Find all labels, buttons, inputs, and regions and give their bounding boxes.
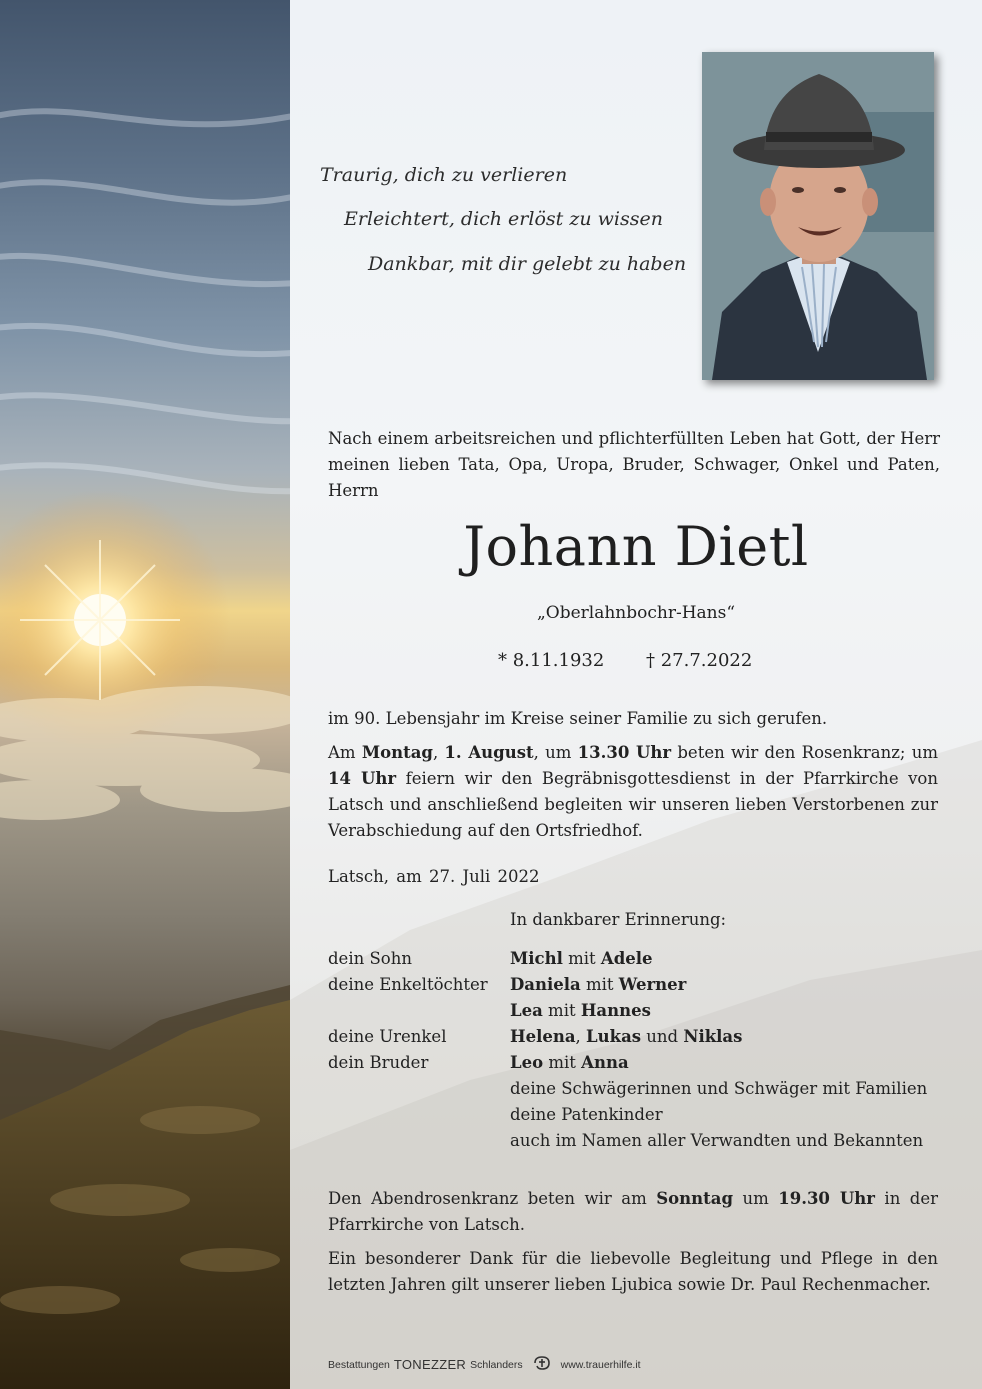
footer (328, 1356, 641, 1373)
mourner-relation (328, 1076, 510, 1102)
portrait-photo (702, 52, 934, 380)
footer-brand: TONEZZER (393, 1357, 467, 1372)
footer-prefix: Bestattungen (328, 1358, 390, 1371)
mourner-relation: dein Bruder (328, 1053, 429, 1072)
mourner-row (328, 972, 948, 998)
mourner-names: Michl mit Adele (510, 949, 653, 968)
birth-date: * 8.11.1932 (498, 650, 605, 671)
memory-heading: In dankbarer Erinnerung: (510, 910, 727, 929)
thanks-text: Ein besonderer Dank für die liebevolle Begleitung und Pflege in den letzten Jahren gilt unserer lieben Ljubica sowie Dr. Paul Rechenmacher. (328, 1249, 938, 1294)
mourner-row (328, 1050, 948, 1076)
verse-line-1: Traurig, dich zu verlieren (320, 164, 568, 186)
deceased-nickname: „Oberlahnbochr-Hans“ (536, 603, 736, 623)
side-landscape-image (0, 0, 290, 1389)
mourner-row (328, 1076, 948, 1102)
age-line: im 90. Lebensjahr im Kreise seiner Familie zu sich gerufen. (328, 709, 828, 728)
mourner-names: auch im Namen aller Verwandten und Bekannten (510, 1131, 924, 1150)
mourner-row (328, 1102, 948, 1128)
mourner-names: deine Schwägerinnen und Schwäger mit Familien (510, 1079, 928, 1098)
mourner-names: Helena, Lukas und Niklas (510, 1027, 743, 1046)
mourner-relation (328, 1102, 510, 1128)
verse-line-3: Dankbar, mit dir gelebt zu haben (368, 253, 687, 275)
verse-line-2: Erleichtert, dich erlöst zu wissen (344, 208, 663, 230)
mourner-names: Leo mit Anna (510, 1053, 629, 1072)
mourner-relation (328, 1128, 510, 1154)
landscape-graphic (0, 0, 290, 1389)
place-date: Latsch, am 27. Juli 2022 (328, 867, 540, 886)
portrait-graphic (702, 52, 934, 380)
mourner-row (328, 1024, 948, 1050)
funeral-logo-icon (533, 1356, 551, 1373)
deceased-name: Johann Dietl (463, 515, 809, 578)
evening-rosary: Den Abendrosenkranz beten wir am Sonntag um 19.30 Uhr in der Pfarrkirche von Latsch. (328, 1189, 939, 1234)
obituary-page (290, 0, 982, 1389)
mourners-list (328, 946, 948, 1154)
footer-url: www.trauerhilfe.it (560, 1358, 641, 1371)
service-details: Am Montag, 1. August, um 13.30 Uhr beten wir den Rosenkranz; um 14 Uhr feiern wir den Begräbnisgottesdienst in der Pfarrkirche von Latsch und anschließend begleiten wir unseren lieben Verstorbenen zur Verabschiedung auf den Ortsfriedhof. (328, 743, 938, 840)
death-date: † 27.7.2022 (646, 650, 753, 671)
mourner-relation: dein Sohn (328, 949, 412, 968)
footer-suffix: Schlanders (470, 1358, 523, 1371)
mourner-row (328, 946, 948, 972)
mourner-relation (328, 998, 510, 1024)
mourner-names: deine Patenkinder (510, 1105, 663, 1124)
mourner-names: Lea mit Hannes (510, 1001, 651, 1020)
intro-text: Nach einem arbeitsreichen und pflichterfüllten Leben hat Gott, der Herr meinen lieben Tata, Opa, Uropa, Bruder, Schwager, Onkel und Paten, Herrn (328, 429, 940, 500)
mourner-relation: deine Urenkel (328, 1027, 447, 1046)
mourner-names: Daniela mit Werner (510, 975, 687, 994)
mourner-relation: deine Enkeltöchter (328, 975, 488, 994)
mourner-row (328, 998, 948, 1024)
mourner-row (328, 1128, 948, 1154)
